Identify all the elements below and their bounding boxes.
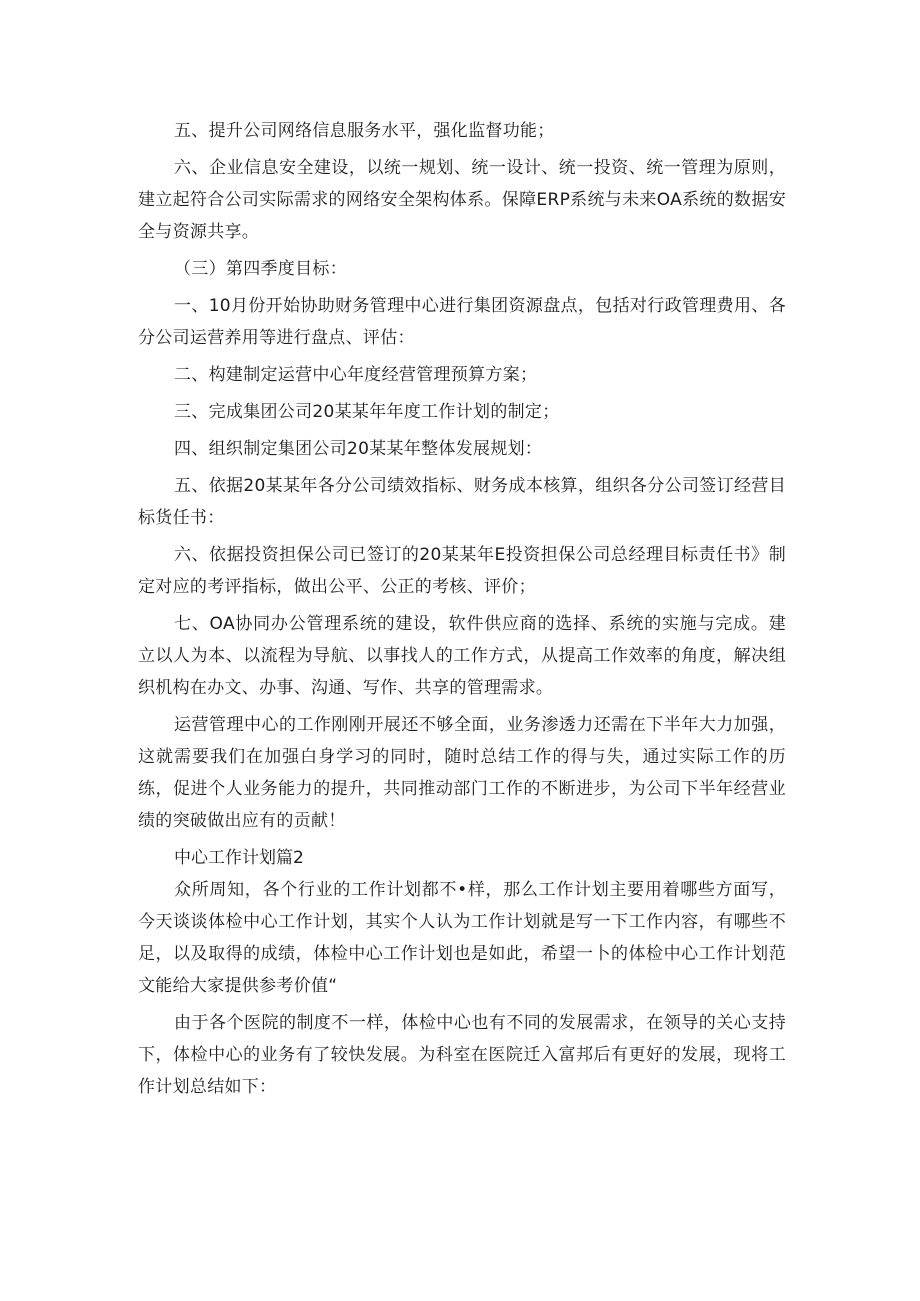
paragraph: （三）第四季度目标： [174,259,347,279]
paragraph: 运营管理中心的工作刚刚开展还不够全面，业务渗透力还需在下半年大力加强，这就需要我们在加强白身学习的同时，随时总结工作的得与失，通过实际工作的历练，促进个人业务能力的提升，共同推动部门工作的不断进步，为公司下半年经营业绩的突破做出应有的贡献！ [138,715,786,831]
paragraph: 一、10月份开始协助财务管理中心进行集团资源盘点，包括对行政管理费用、各分公司运营养用等进行盘点、评估： [138,296,786,348]
paragraph: 七、OA协同办公管理系统的建设，软件供应商的选择、系统的实施与完成。建立以人为本、以流程为导航、以事找人的工作方式，从提高工作效率的角度，解决组织机构在办文、办事、沟通、写作、共享的管理需求。 [138,614,786,698]
section-title: 中心工作计划篇2 [174,848,304,868]
paragraph: 众所周知，各个行业的工作计划都不•样，那么工作计划主要用着哪些方面写，今天谈谈体检中心工作计划，其实个人认为工作计划就是写一下工作内容，有哪些不足，以及取得的成绩，体检中心工作计划也是如此，希望一卜的体检中心工作计划范文能给大家提供参考价值“ [138,880,786,996]
paragraph: 三、完成集团公司20某某年年度工作计划的制定； [174,402,560,422]
paragraph: 四、组织制定集团公司20某某年整体发展规划： [174,439,543,459]
paragraph: 由于各个医院的制度不一样，体检中心也有不同的发展需求，在领导的关心支持下，体检中心的业务有了较快发展。为科室在医院迁入富邦后有更好的发展，现将工作计划总结如下： [138,1013,786,1097]
paragraph: 五、提升公司网络信息服务水平，强化监督功能； [174,121,555,141]
document-page [138,115,786,1103]
paragraph: 二、构建制定运营中心年度经营管理预算方案； [174,365,538,385]
paragraph: 六、依据投资担保公司已签订的20某某年E投资担保公司总经理目标责任书》制定对应的考评指标，做出公平、公正的考核、评价； [138,545,786,597]
paragraph: 五、依据20某某年各分公司绩效指标、财务成本核算，组织各分公司签订经营目标货任书： [138,476,786,528]
paragraph: 六、企业信息安全建设，以统一规划、统一设计、统一投资、统一管理为原则，建立起符合公司实际需求的网络安全架构体系。保障ERP系统与未来OA系统的数据安全与资源共享。 [138,158,786,242]
